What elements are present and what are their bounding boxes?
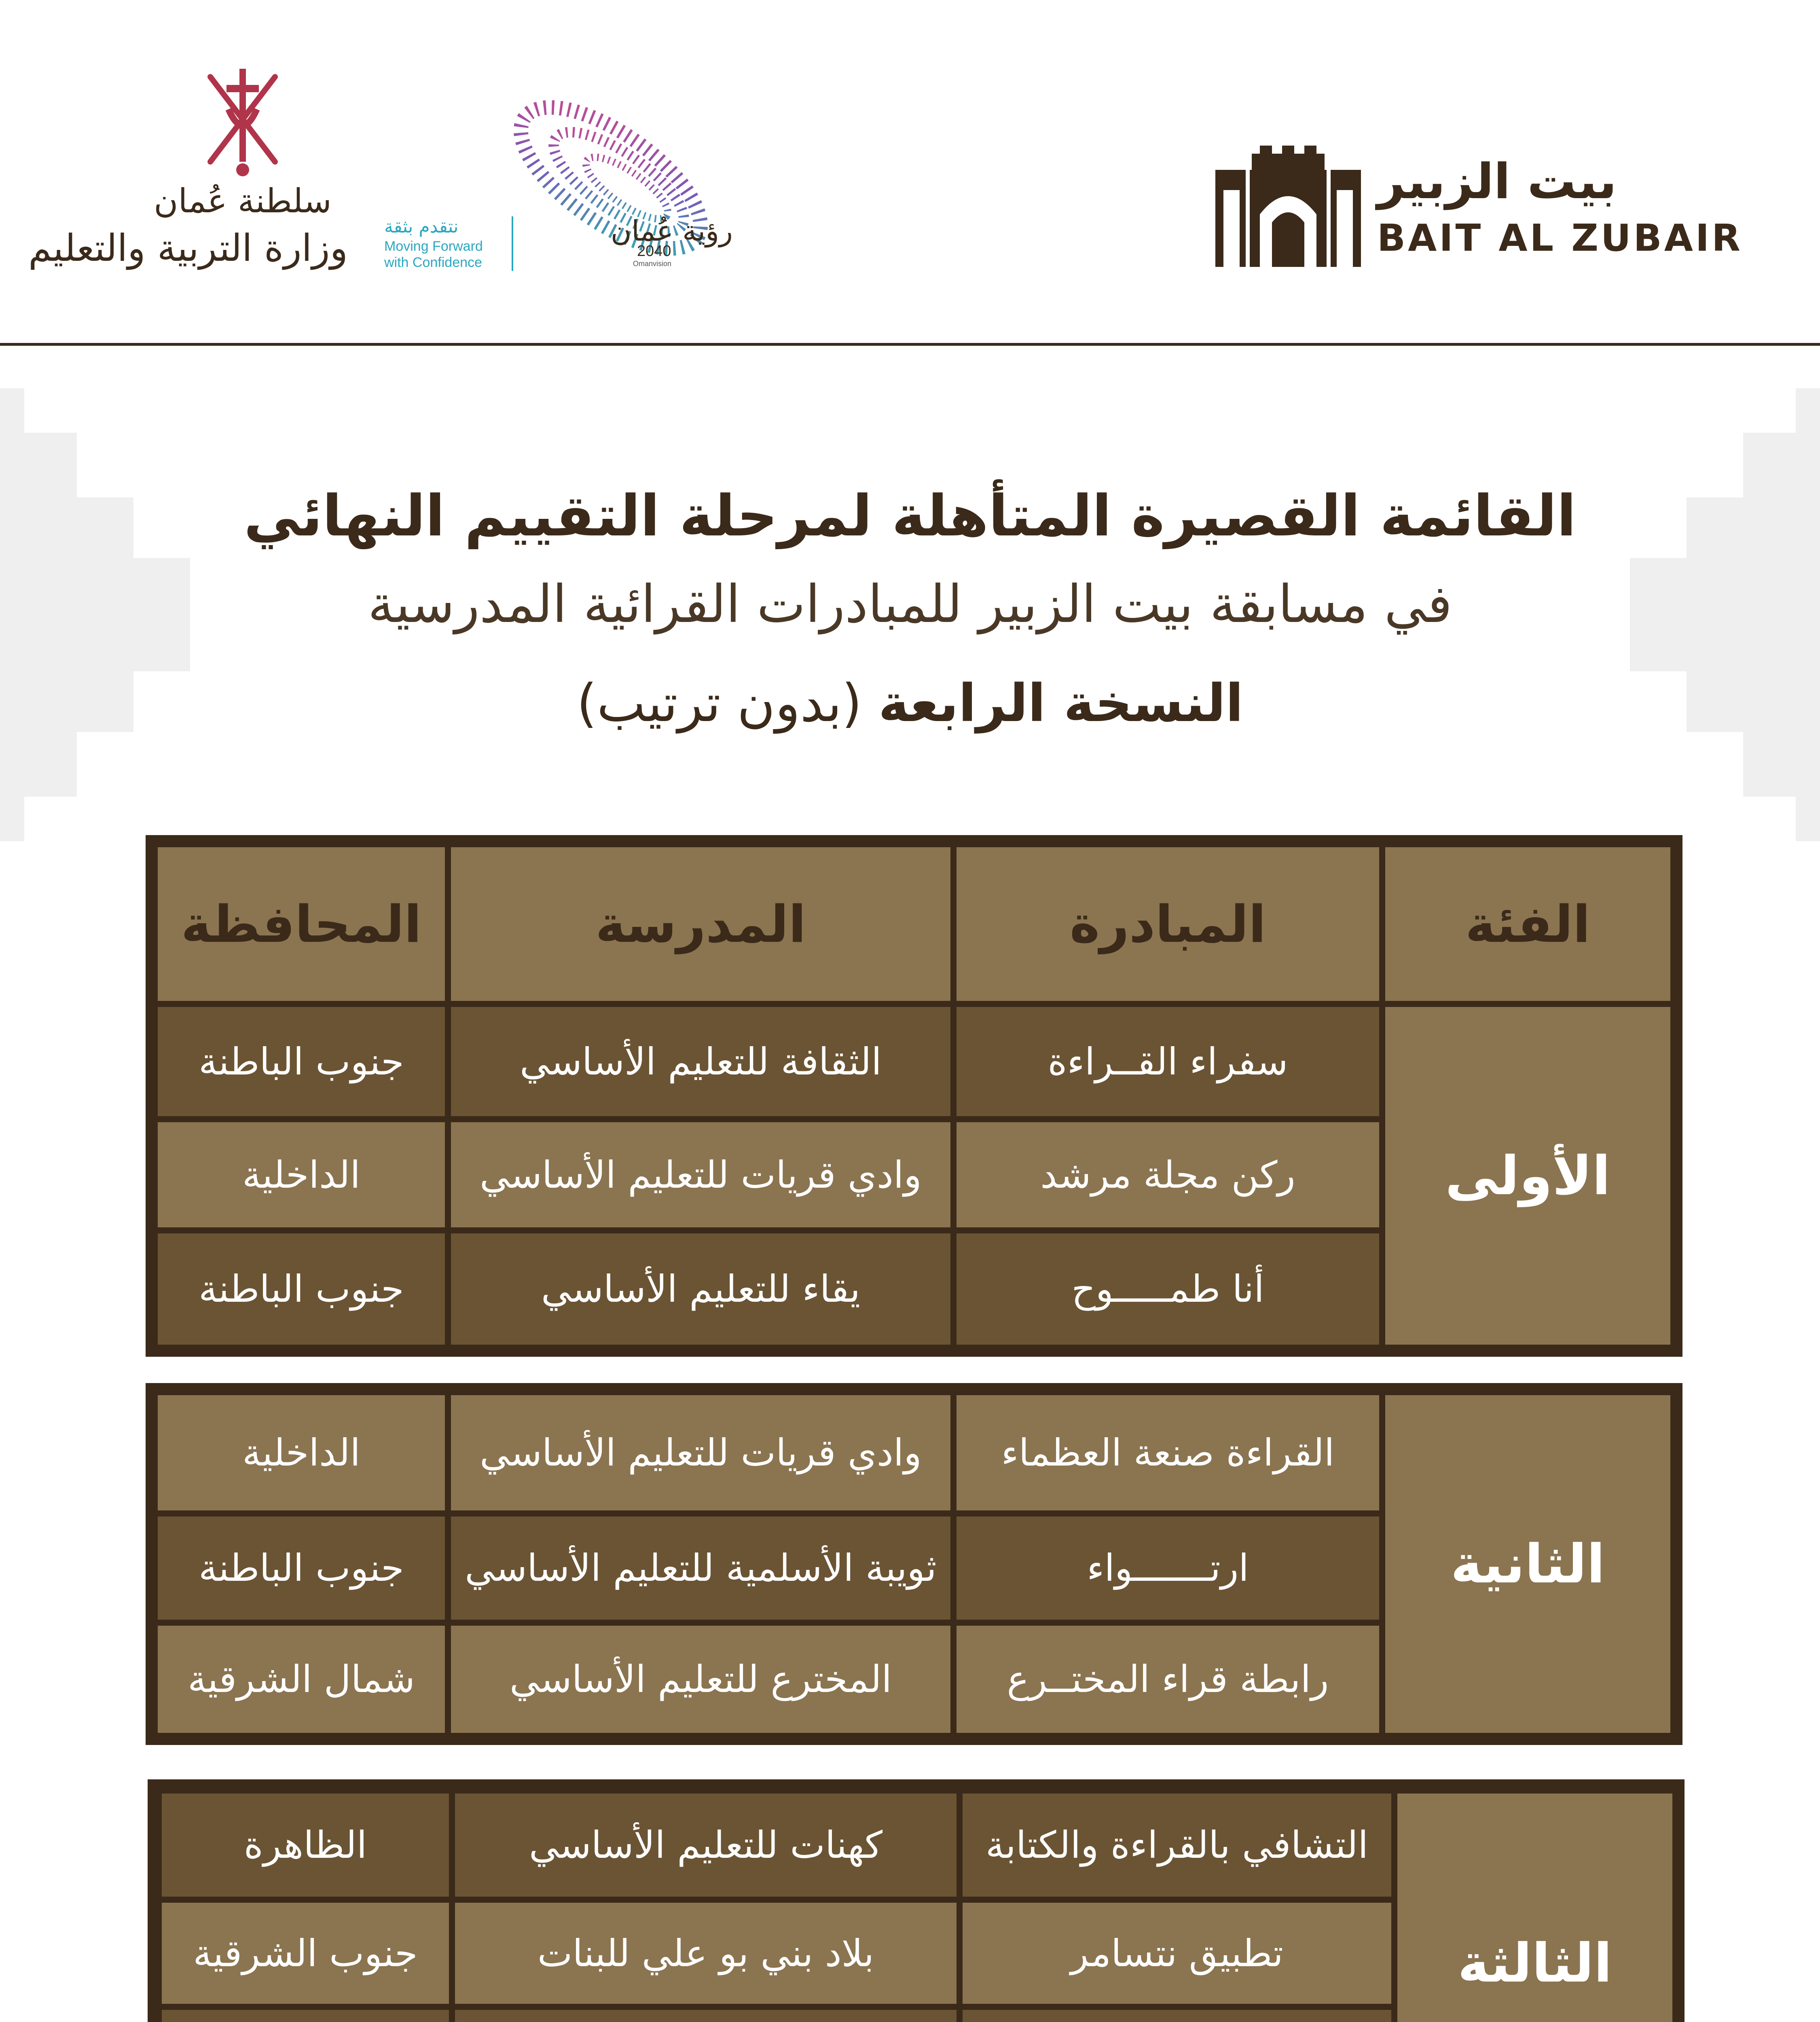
bait-al-zubair-arabic-name: بيت الزبير (1377, 154, 1617, 210)
page-title: القائمة القصيرة المتأهلة لمرحلة التقييم النهائي (243, 483, 1577, 549)
header-divider (0, 343, 1820, 346)
ministry-of-education-logo (28, 61, 348, 287)
school-cell: وادي قريات للتعليم الأساسي (451, 1122, 950, 1227)
initiative-cell: التشافي بالقراءة والكتابة (963, 1794, 1391, 1897)
category-cell-1: الأولى (1385, 1007, 1670, 1345)
edition-line (0, 673, 1820, 734)
results-table-1 (146, 835, 1682, 1357)
governorate-cell (162, 2010, 449, 2022)
results-table-3 (148, 1779, 1685, 2022)
initiative-cell: سفراء القــراءة (957, 1007, 1379, 1116)
initiative-cell: تطبيق نتسامر (963, 1903, 1391, 2004)
governorate-cell: جنوب الباطنة (158, 1007, 445, 1116)
oman-emblem-icon (194, 61, 291, 178)
header-school: المدرسة (451, 847, 950, 1001)
initiative-cell: القراءة صنعة العظماء (957, 1395, 1379, 1510)
governorate-cell: شمال الشرقية (158, 1626, 445, 1733)
governorate-cell: الداخلية (158, 1122, 445, 1227)
initiative-cell: رابطة قراء المختــرع (957, 1626, 1379, 1733)
header-initiative: المبادرة (957, 847, 1379, 1001)
vision-sub: Omanvision (633, 260, 672, 268)
page-subtitle: في مسابقة بيت الزبير للمبادرات القرائية المدرسية (368, 574, 1452, 635)
vision-year: 2040 (637, 243, 671, 260)
governorate-cell: الظاهرة (162, 1794, 449, 1897)
header-governorate: المحافظة (158, 847, 445, 1001)
category-cell-3: الثالثة (1397, 1794, 1672, 2022)
initiative-cell: ركن مجلة مرشد (957, 1122, 1379, 1227)
vision-arabic: رؤية عُمان (611, 214, 733, 247)
header (0, 0, 1820, 346)
school-cell: يقاء للتعليم الأساسي (451, 1233, 950, 1345)
initiative-cell: أنا طمـــــوح (957, 1233, 1379, 1345)
ordering-note: (بدون ترتيب) (576, 673, 862, 734)
school-cell: بلاد بني بو علي للبنات (455, 1903, 957, 2004)
bait-al-zubair-english-name: BAIT AL ZUBAIR (1377, 216, 1743, 260)
vision-divider (512, 216, 513, 271)
governorate-cell: جنوب الباطنة (158, 1233, 445, 1345)
edition-label: النسخة الرابعة (878, 673, 1244, 734)
moving-forward-arabic: نتقدم بثقة (384, 216, 459, 237)
school-cell: المخترع للتعليم الأساسي (451, 1626, 950, 1733)
governorate-cell: الداخلية (158, 1395, 445, 1510)
results-table-2 (146, 1383, 1682, 1745)
ministry-line-1: سلطنة عُمان (154, 182, 332, 220)
vision-swirl-icon (473, 77, 748, 287)
school-cell (455, 2010, 957, 2022)
school-cell: ثويبة الأسلمية للتعليم الأساسي (451, 1516, 950, 1620)
ministry-line-2: وزارة التربية والتعليم (28, 226, 348, 270)
school-cell: كهنات للتعليم الأساسي (455, 1794, 957, 1897)
school-cell: وادي قريات للتعليم الأساسي (451, 1395, 950, 1510)
initiative-cell: ارتـــــــواء (957, 1516, 1379, 1620)
header-category: الفئة (1385, 847, 1670, 1001)
oman-vision-2040-logo (384, 77, 748, 287)
category-cell-2: الثانية (1385, 1395, 1670, 1733)
bait-al-zubair-logo (1215, 146, 1743, 267)
moving-forward-en-2: with Confidence (384, 255, 482, 270)
bait-al-zubair-building-icon (1215, 146, 1361, 267)
school-cell: الثقافة للتعليم الأساسي (451, 1007, 950, 1116)
governorate-cell: جنوب الشرقية (162, 1903, 449, 2004)
moving-forward-en-1: Moving Forward (384, 239, 483, 254)
governorate-cell: جنوب الباطنة (158, 1516, 445, 1620)
initiative-cell (963, 2010, 1391, 2022)
